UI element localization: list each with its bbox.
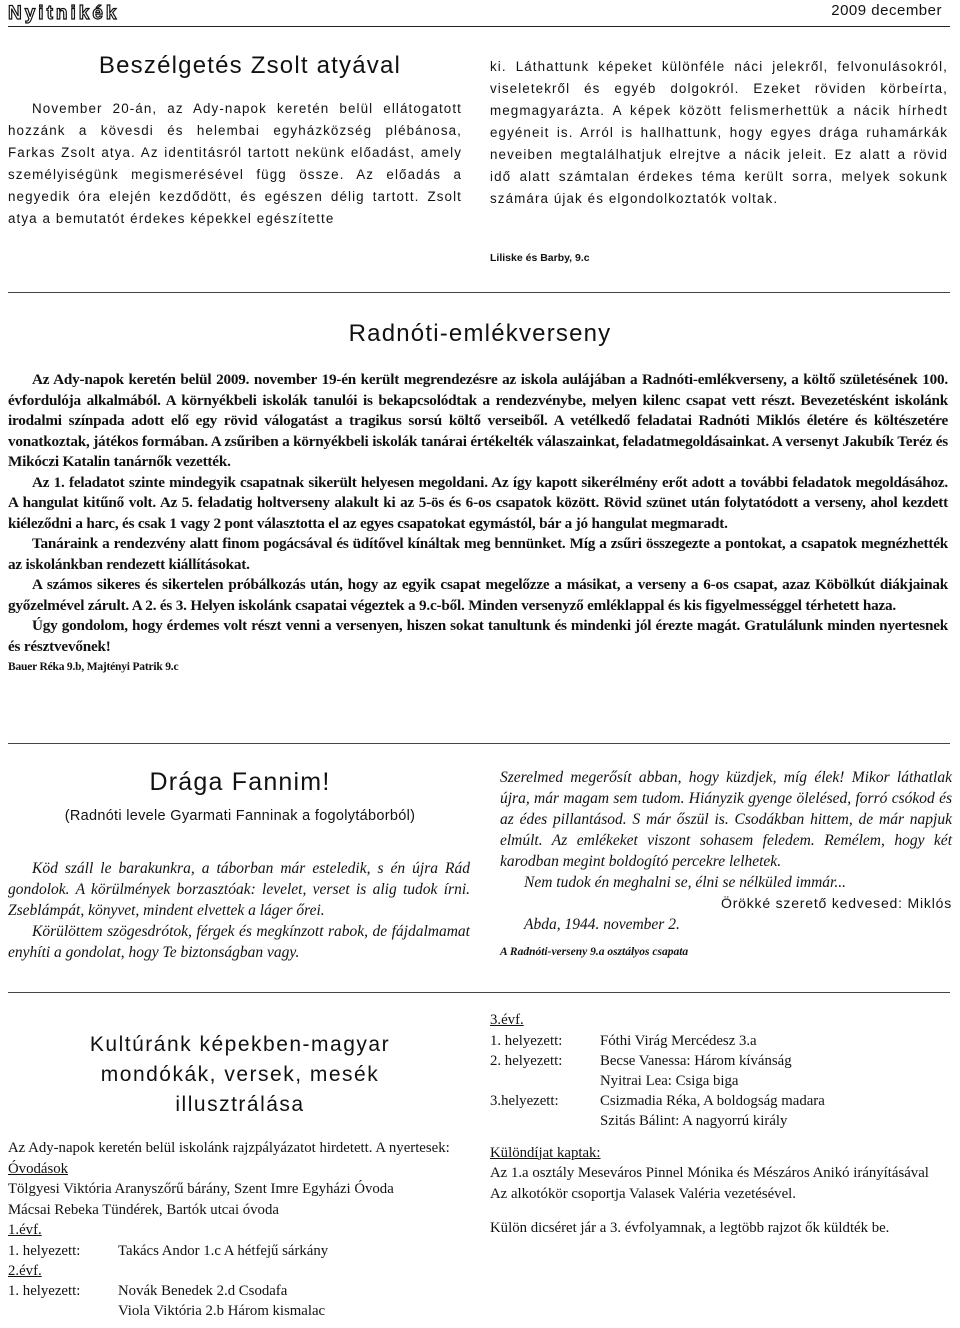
winner-row <box>8 1241 478 1261</box>
winner-name: Szitás Bálint: A nagyorrú király <box>600 1112 788 1129</box>
winner-row <box>490 1071 950 1091</box>
article3-subtitle: (Radnóti levele Gyarmati Fanninak a fogolytáborból) <box>64 808 416 824</box>
winner-name: Viola Viktória 2.b Három kismalac <box>118 1303 326 1319</box>
article3-left-column <box>8 858 470 963</box>
winner-name: Becse Vanessa: Három kívánság <box>600 1052 792 1069</box>
article1-right-text: ki. Láthattunk képeket különféle náci jelekről, felvonulásokról, viseletekről és egyéb dolgokról. Ezeket röviden körbeírta, megmagyarázta. A képek között felismerhettük a nácik hírhedt egyéneit is. Arról is hallhattunk, hogy egyes drága ruhamárkák neveiben megtalálhatjuk elrejtve a nácik jeleit. Ez alatt a rövid idő alatt számtalan érdekes téma került sorra, melyek sokunk számára újak és elgondolkoztatók voltak. <box>490 59 948 206</box>
article2-paragraph: Úgy gondolom, hogy érdemes volt részt venni a versenyen, hiszen sokat tanultunk és mindenki jól érezte magát. Gratulálunk minden nyertesnek és résztvevőnek! <box>8 617 948 655</box>
letter-paragraph: Köd száll le barakunkra, a táborban már esteledik, s én újra Rád gondolok. A körülmények borzasztóak: levelet, verset is alig tudok írni. Zseblámpát, könyvet, mindent elvettek a láger őrei. <box>8 860 470 919</box>
winner-name: Novák Benedek 2.d Csodafa <box>118 1283 288 1299</box>
article2-paragraph: Az Ady-napok keretén belül 2009. november 19-én került megrendezésre az iskola aulájában a Radnóti-emlékverseny, a költő születésének 100. évfordulója alkalmából. A környékbeli iskolák tanulói is bekapcsolódtak a rendezvénybe, melyen kilenc csapat vett részt. Bevezetésként iskolánk irodalmi színpada adott elő egy rövid válogatást a tragikus sorsú költő verseiből. A vetélkedő feladatai Radnóti Miklós életére és költészetére vonatkoztak, játékos formában. A zsűriben a környékbeli iskolák tanárai értékelték válaszainkat, feladatmegoldásainkat. A versenyt Jakubík Teréz és Mikóczi Katalin tanárnők vezették. <box>8 371 948 470</box>
article4-left-column <box>8 1138 478 1321</box>
article3-title: Drága Fannim! <box>149 768 331 796</box>
group-label-evf1: 1.évf. <box>8 1222 42 1238</box>
group-label-evf2: 2.évf. <box>8 1262 42 1279</box>
winner-row <box>490 1031 950 1051</box>
group-label-kulondij: Különdíjat kaptak: <box>490 1144 601 1161</box>
letter-farewell: Örökké szerető kedvesed: Miklós <box>721 895 952 911</box>
article4-title: Kultúránk képekben-magyar mondókák, versek, mesék illusztrálása <box>89 1033 391 1116</box>
winner-name: Csizmadia Réka, A boldogság madara <box>600 1092 825 1109</box>
article4-right-column <box>490 1010 950 1239</box>
article3-signature: A Radnóti-verseny 9.a osztályos csapata <box>500 946 689 958</box>
article1-left-text: November 20-án, az Ady-napok keretén belül ellátogatott hozzánk a kövesdi és helembai egyházközség plébánosa, Farkas Zsolt atya. Az identitásról tartott nekünk előadást, amely személyiségünk megismerésével függ össze. Az előadás a negyedik óra elején kezdődött, és egészen délig tartott. Zsolt atya a bemutatót érdekes képekkel egészítette <box>8 101 462 226</box>
article1-left-column <box>8 98 462 230</box>
article3-right-column <box>500 767 952 935</box>
winner-name: Takács Andor 1.c A hétfejű sárkány <box>118 1242 329 1259</box>
section-divider <box>8 743 950 744</box>
winner-entry: Tölgyesi Viktória Aranyszőrű bárány, Szent Imre Egyházi Óvoda <box>8 1181 394 1197</box>
issue-date: 2009 december <box>831 2 942 19</box>
winner-place: 2. helyezett: <box>490 1052 563 1069</box>
section-divider <box>8 992 950 993</box>
letter-place-date: Abda, 1944. november 2. <box>524 916 680 933</box>
group-label-ovodasok: Óvodások <box>8 1160 69 1177</box>
winner-place: 1. helyezett: <box>490 1032 563 1049</box>
article2-paragraph: Tanáraink a rendezvény alatt finom pogácsával és üdítővel kínáltak meg bennünket. Míg a zsűri összegezte a pontokat, a csapatok megnézhették az iskolánkban rendezett kiállításokat. <box>8 535 948 573</box>
winner-entry: Mácsai Rebeka Tündérek, Bartók utcai óvoda <box>8 1201 279 1218</box>
article2-signature: Bauer Réka 9.b, Majtényi Patrik 9.c <box>8 661 179 673</box>
letter-paragraph: Körülöttem szögesdrótok, férgek és megkínzott rabok, de fájdalmamat enyhíti a gondolat, hogy Te biztonságban vagy. <box>8 923 470 961</box>
article1-title: Beszélgetés Zsolt atyával <box>98 52 402 79</box>
letter-closing-line: Nem tudok én meghalni se, élni se nélküled immár... <box>524 874 846 891</box>
winner-name: Nyitrai Lea: Csiga biga <box>600 1072 739 1089</box>
article4-closing: Külön dicséret jár a 3. évfolyamnak, a legtöbb rajzot ők küldték be. <box>490 1220 890 1236</box>
special-award: Az 1.a osztály Meseváros Pinnel Mónika és Mészáros Anikó irányításával <box>490 1165 929 1181</box>
winner-row <box>490 1111 950 1131</box>
article1-right-column <box>490 56 948 210</box>
winner-place: 3.helyezett: <box>490 1092 559 1109</box>
section-title: Nyitnikék <box>8 3 120 24</box>
winner-place: 1. helyezett: <box>8 1283 81 1299</box>
letter-paragraph: Szerelmed megerősít abban, hogy küzdjek, míg élek! Mikor láthatlak újra, már magam sem tudom. Hiányzik gyenge ölelésed, forró csókod és az édes pillantásod. S már őszül is. Csodákban hittem, de már napjuk elmúlt. Az emlékeket viszont sohasem feledem. Remélem, hogy két karodban megint boldogító percekre lelhetek. <box>500 769 952 870</box>
winner-row <box>490 1091 950 1111</box>
section-divider <box>8 292 950 293</box>
article2-paragraph: Az 1. feladatot szinte mindegyik csapatnak sikerült helyesen megoldani. Az így kapott sikerélmény erőt adott a további feladatok megoldásához. A hangulat kitűnő volt. Az 5. feladatig holtverseny alakult ki az 5-ös és 6-os csapatok között. Rövid szünet után folytatódott a verseny, ahol kezdett kiéleződni a harc, és csak 1 vagy 2 pont választotta el az egyes csapatokat egymástól, bár a jó hangulat megmaradt. <box>8 473 948 532</box>
special-award: Az alkotókör csoportja Valasek Valéria vezetésével. <box>490 1185 796 1202</box>
article2-paragraph: A számos sikeres és sikertelen próbálkozás után, hogy az egyik csapat megelőzze a másikat, a verseny a 6-os csapat, azaz Köbölkút diákjainak győzelmével zárult. A 2. és 3. Helyen iskolánk csapatai végeztek a 9.c-ből. Minden versenyző emléklappal és kis figyelmességgel térhetett haza. <box>8 576 948 614</box>
winner-row <box>8 1281 478 1301</box>
winner-name: Fóthi Virág Mercédesz 3.a <box>600 1032 757 1049</box>
article2-body <box>8 370 948 678</box>
winner-row <box>490 1051 950 1071</box>
winner-place: 1. helyezett: <box>8 1242 81 1259</box>
header-divider <box>8 26 950 27</box>
article1-signature: Liliske és Barby, 9.c <box>490 252 590 264</box>
winner-row <box>8 1301 478 1321</box>
group-label-evf3: 3.évf. <box>490 1012 524 1028</box>
article2-title: Radnóti-emlékverseny <box>348 320 612 347</box>
article4-intro: Az Ady-napok keretén belül iskolánk rajzpályázatot hirdetett. A nyertesek: <box>8 1140 450 1156</box>
